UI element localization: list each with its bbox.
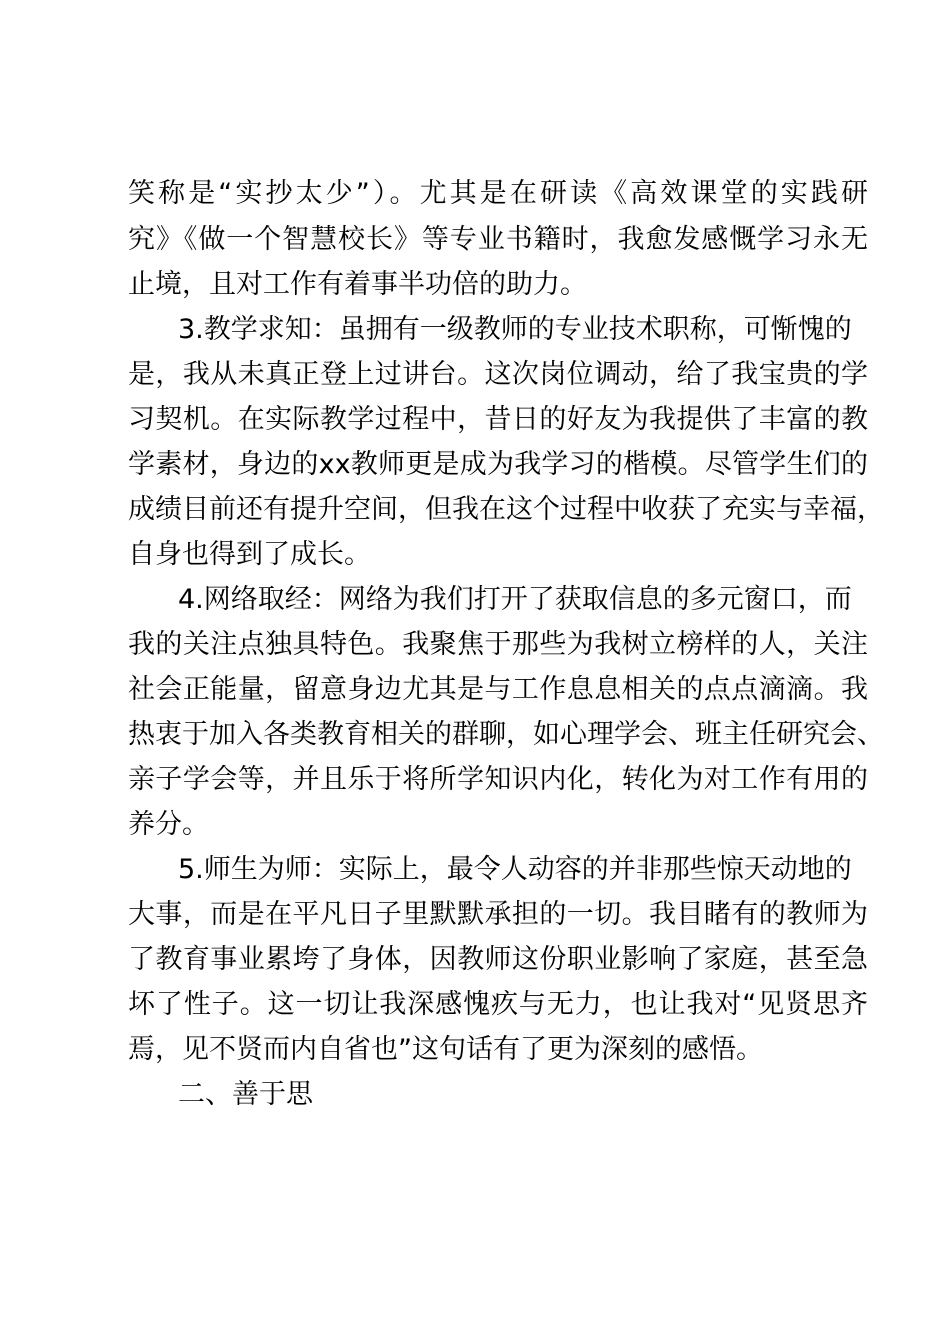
paragraph-2-line-3: 习契机。在实际教学过程中，昔日的好友为我提供了丰富的教 bbox=[128, 404, 868, 435]
paragraph-3-line-4: 热衷于加入各类教育相关的群聊，如心理学会、班主任研究会、 bbox=[128, 719, 884, 750]
paragraph-4-line-4: 坏了性子。这一切让我深感愧疚与无力，也让我对“见贤思齐 bbox=[128, 989, 868, 1020]
paragraph-1-line-3: 止境，且对工作有着事半功倍的助力。 bbox=[128, 269, 587, 300]
paragraph-3-line-2: 我的关注点独具特色。我聚焦于那些为我树立榜样的人，关注 bbox=[128, 629, 868, 660]
paragraph-4-line-5: 焉，见不贤而内自省也”这句话有了更为深刻的感悟。 bbox=[128, 1034, 763, 1065]
paragraph-3-line-1: 4.网络取经：网络为我们打开了获取信息的多元窗口，而 bbox=[178, 584, 852, 615]
paragraph-4-line-3: 了教育事业累垮了身体，因教师这份职业影响了家庭，甚至急 bbox=[128, 944, 868, 975]
paragraph-2-line-4: 学素材，身边的xx教师更是成为我学习的楷模。尽管学生们的 bbox=[128, 449, 868, 480]
paragraph-3-line-5: 亲子学会等，并且乐于将所学知识内化，转化为对工作有用的 bbox=[128, 764, 868, 795]
section-heading: 二、善于思 bbox=[178, 1079, 313, 1110]
paragraph-4-line-1: 5.师生为师：实际上，最令人动容的并非那些惊天动地的 bbox=[178, 854, 852, 885]
paragraph-2-line-6: 自身也得到了成长。 bbox=[128, 539, 371, 570]
paragraph-3-line-3: 社会正能量，留意身边尤其是与工作息息相关的点点滴滴。我 bbox=[128, 674, 868, 705]
paragraph-3-line-6: 养分。 bbox=[128, 809, 209, 840]
paragraph-2-line-2: 是，我从未真正登上过讲台。这次岗位调动，给了我宝贵的学 bbox=[128, 359, 868, 390]
paragraph-4-line-2: 大事，而是在平凡日子里默默承担的一切。我目睹有的教师为 bbox=[128, 899, 868, 930]
paragraph-1-line-2: 究》《做一个智慧校长》等专业书籍时，我愈发感慨学习永无 bbox=[128, 224, 868, 255]
paragraph-2-line-1: 3.教学求知：虽拥有一级教师的专业技术职称，可惭愧的 bbox=[178, 314, 852, 345]
paragraph-2-line-5: 成绩目前还有提升空间，但我在这个过程中收获了充实与幸福， bbox=[128, 494, 884, 525]
paragraph-1-line-1: 笑称是“实抄太少”）。尤其是在研读《高效课堂的实践研 bbox=[128, 178, 868, 209]
